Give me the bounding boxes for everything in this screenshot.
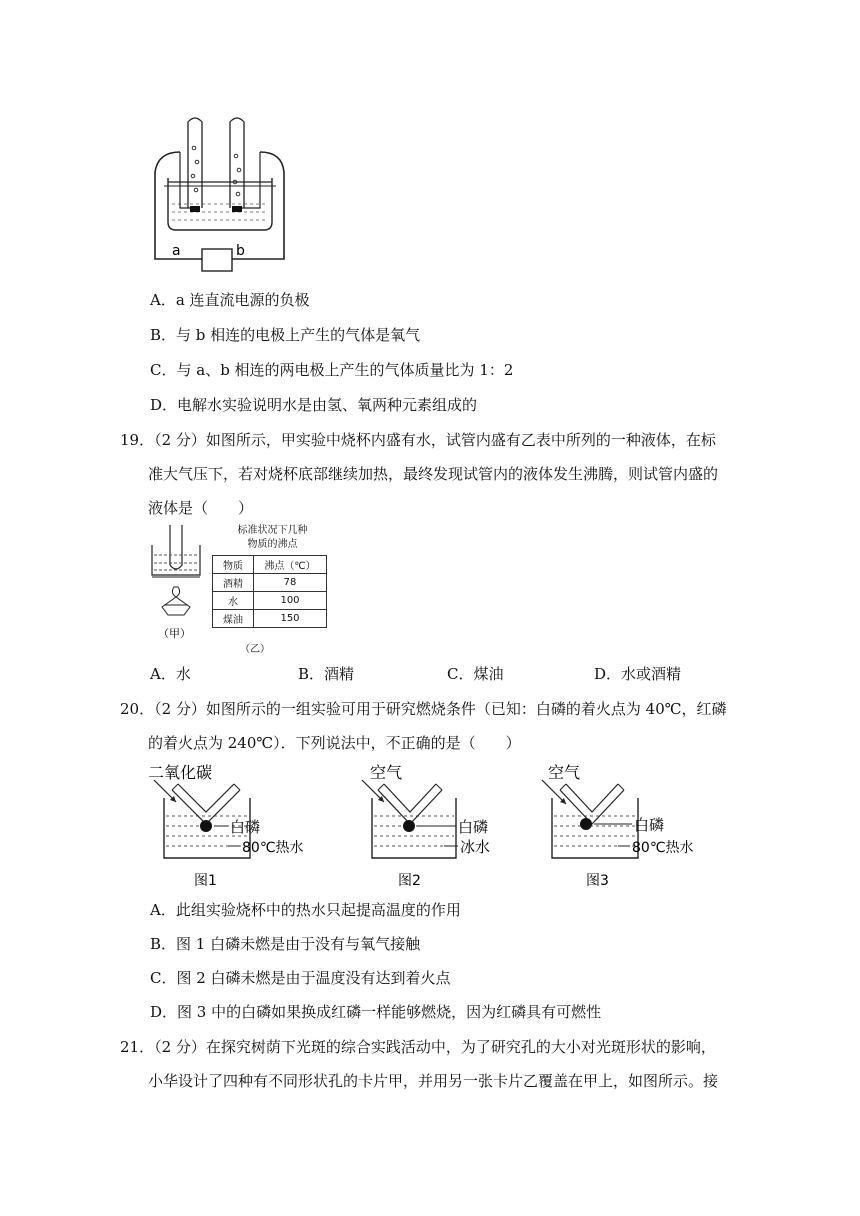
q20-option-d: D．图 3 中的白磷如果换成红磷一样能够燃烧，因为红磷具有可燃性	[150, 1003, 602, 1021]
solid-label: 白磷	[634, 816, 665, 834]
q19-stem-line-3: 液体是（ ）	[148, 499, 254, 517]
combustion-figure-1	[148, 760, 348, 890]
combustion-figure-2	[354, 760, 534, 890]
q19-option-b: B．酒精	[298, 665, 355, 683]
q20-stem-line-1: 20．（2 分）如图所示的一组实验可用于研究燃烧条件（已知：白磷的着火点为 40℃，红磷	[120, 700, 727, 718]
label-a: a	[172, 243, 181, 259]
q18-option-c: C．与 a、b 相连的两电极上产生的气体质量比为 1：2	[150, 361, 514, 379]
figure-caption: 图3	[586, 873, 609, 889]
label-jia: （甲）	[158, 627, 191, 640]
q19-option-a: A．水	[150, 665, 191, 683]
table-title-2: 物质的沸点	[247, 539, 298, 550]
gas-label: 空气	[370, 763, 403, 782]
q20-option-c: C．图 2 白磷未燃是由于温度没有达到着火点	[150, 969, 451, 987]
q19-stem-line-2: 准大气压下，若对烧杯底部继续加热，最终发现试管内的液体发生沸腾，则试管内盛的	[148, 465, 719, 483]
q19-option-d: D．水或酒精	[594, 665, 682, 683]
table-header-bp: 沸点（℃）	[254, 556, 327, 574]
solid-label: 白磷	[230, 818, 261, 836]
gas-label: 二氧化碳	[148, 763, 213, 782]
figure-caption: 图1	[194, 873, 217, 889]
q18-option-b: B．与 b 相连的电极上产生的气体是氧气	[150, 326, 421, 344]
table-header-substance: 物质	[213, 556, 254, 574]
table-title-1: 标准状况下几种	[237, 525, 308, 536]
combustion-figure-3	[534, 760, 734, 890]
beaker-heating-figure	[148, 525, 208, 645]
figure-caption: 图2	[398, 873, 421, 889]
q18-option-a: A．a 连直流电源的负极	[150, 291, 310, 309]
table-cell: 78	[254, 574, 327, 592]
gas-label: 空气	[548, 763, 581, 782]
q19-option-c: C．煤油	[447, 665, 504, 683]
water-label: 80℃热水	[632, 840, 694, 856]
boiling-point-table	[212, 555, 327, 628]
q21-stem-line-1: 21．（2 分）在探究树荫下光斑的综合实践活动中，为了研究孔的大小对光斑形状的影响，	[120, 1038, 716, 1056]
q20-option-a: A．此组实验烧杯中的热水只起提高温度的作用	[150, 901, 461, 919]
label-b: b	[236, 243, 245, 259]
q20-option-b: B．图 1 白磷未燃是由于没有与氧气接触	[150, 935, 421, 953]
q19-stem-line-1: 19．（2 分）如图所示，甲实验中烧杯内盛有水，试管内盛有乙表中所列的一种液体，在标	[120, 431, 716, 449]
q21-stem-line-2: 小华设计了四种有不同形状孔的卡片甲，并用另一张卡片乙覆盖在甲上，如图所示。接	[148, 1072, 719, 1090]
water-label: 80℃热水	[242, 840, 304, 856]
water-label: 冰水	[460, 838, 491, 856]
table-cell: 150	[254, 610, 327, 628]
table-cell: 煤油	[213, 610, 254, 628]
table-cell: 100	[254, 592, 327, 610]
solid-label: 白磷	[458, 818, 489, 836]
q20-stem-line-2: 的着火点为 240℃）．下列说法中，不正确的是（ ）	[148, 734, 521, 752]
label-yi: （乙）	[240, 644, 270, 655]
electrolysis-figure	[150, 112, 290, 272]
table-cell: 水	[213, 592, 254, 610]
boiling-point-table-figure	[210, 524, 335, 655]
q18-option-d: D．电解水实验说明水是由氢、氧两种元素组成的	[150, 396, 478, 414]
table-cell: 酒精	[213, 574, 254, 592]
